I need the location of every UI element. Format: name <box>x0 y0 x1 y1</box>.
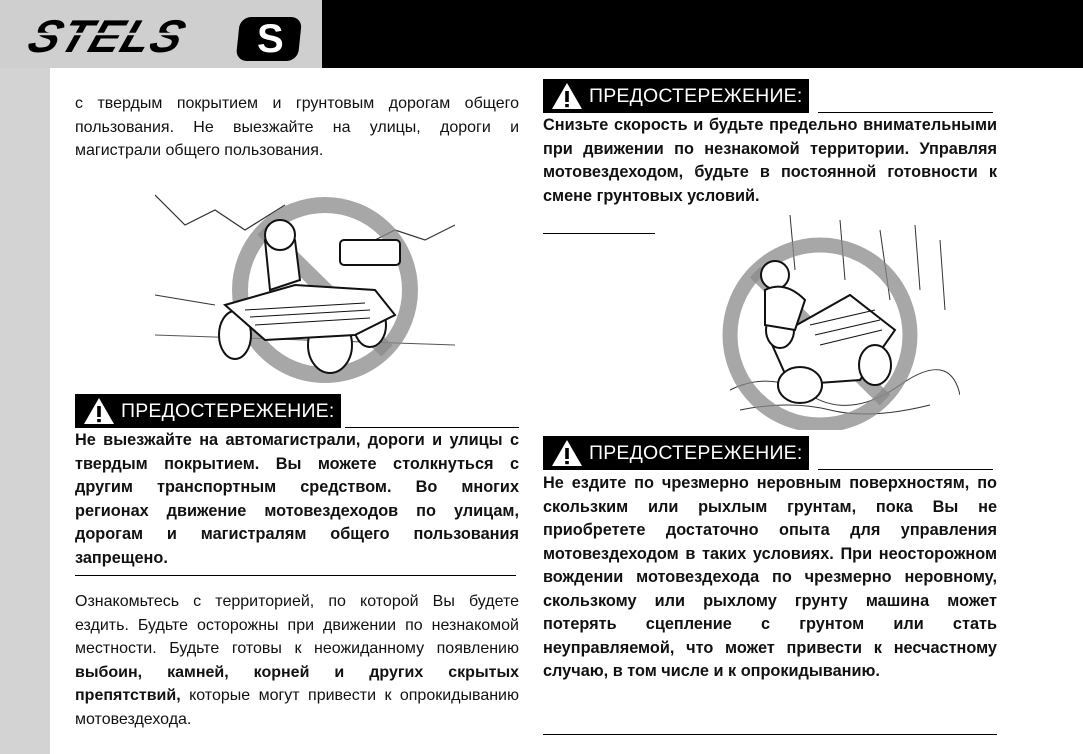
divider <box>543 734 997 735</box>
stels-logo-icon <box>0 0 322 68</box>
warning-text-right-2: Не ездите по чрезмерно неровным поверхностям, по скользким или рыхлым грунтам, пока Вы не приобретете достаточно опыта для управления мотовездеходом в таких условиях. При неосторожном вождении мотовездехода по чрезмерно неровному, скользкому или рыхлому грунту машина может потерять сцепление с грунтом или стать неуправляемой, что может привести к несчастному случаю, в том числе и к опрокидыванию. <box>543 474 997 680</box>
warning-label: ПРЕДОСТЕРЕЖЕНИЕ: <box>589 84 803 107</box>
warning-triangle-icon <box>551 439 583 467</box>
atv-rough-terrain-illustration <box>700 210 960 430</box>
brand-logo <box>0 0 322 68</box>
warning-banner-left <box>75 394 519 428</box>
warning-text-right-1: Снизьте скорость и будьте предельно внимательными при движении по незнакомой территории. Управляя мотовездеходом, будьте в постоянной готовности к смене грунтовых условий. <box>543 116 997 205</box>
warning-triangle-icon <box>83 397 115 425</box>
svg-text:STELS: STELS <box>21 11 194 63</box>
atv-on-road-illustration <box>155 185 455 385</box>
divider <box>543 233 655 234</box>
warning-banner-right-1 <box>543 79 993 113</box>
divider <box>75 575 516 576</box>
warning-label: ПРЕДОСТЕРЕЖЕНИЕ: <box>589 441 803 464</box>
warning-label-box <box>75 394 341 428</box>
intro-paragraph: с твердым покрытием и грунтовым дорогам общего пользования. Не выезжайте на улицы, дороги и магистрали общего пользования. <box>75 95 519 159</box>
warning-triangle-icon <box>551 82 583 110</box>
warning-text-left: Не выезжайте на автомагистрали, дороги и улицы с твердым покрытием. Вы можете столкнуться с другим транспортным средством. Во многих регионах движение мотовездеходов по улицам, дорогам и магистралям общего пользования запрещено. <box>75 431 519 567</box>
warning-label-box <box>543 436 809 470</box>
warning-banner-right-2 <box>543 436 993 470</box>
terrain-paragraph: Ознакомьтесь с территорией, по которой Вы будете ездить. Будьте осторожны при движении по незнакомой местности. Будьте готовы к неожиданному появлению выбоин, камней, корней и других скрытых препятствий, которые могут привести к опрокидыванию мотовездехода. <box>75 593 519 728</box>
warning-label: ПРЕДОСТЕРЕЖЕНИЕ: <box>121 399 335 422</box>
svg-text:S: S <box>257 17 284 61</box>
warning-label-box <box>543 79 809 113</box>
left-margin-band <box>0 68 50 754</box>
